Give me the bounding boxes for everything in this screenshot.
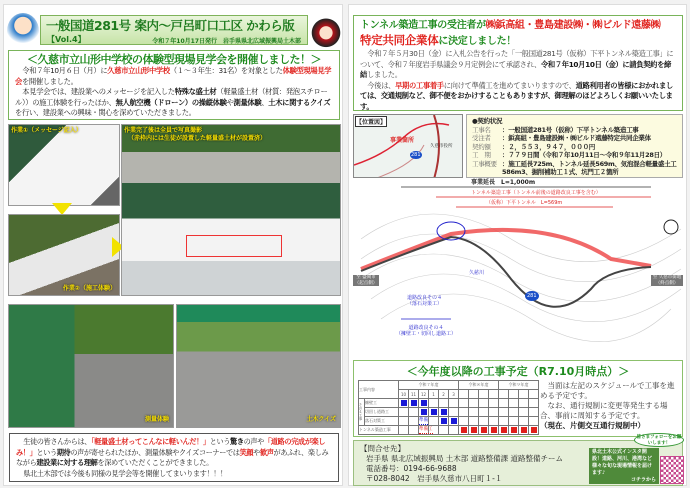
col-header: 工事内容	[359, 381, 399, 399]
month-header	[469, 390, 479, 399]
month-header: 1	[429, 390, 439, 399]
group-label: その４工事	[359, 399, 365, 426]
instagram-promo[interactable]: 県北土木公式インスタ開設！道路、河川、港湾など様々な旬な現場情報を届けます♪ コチラから	[589, 448, 659, 484]
paragraph-1: 令和７年10月６日（月）に久慈市立山形中学校（１～３年生：31名）を対象とした体験型現場見学会を開催しました。	[15, 66, 332, 86]
schedule-mark	[511, 427, 517, 433]
schedule-cell	[459, 426, 469, 435]
schedule-mark	[471, 427, 477, 433]
schedule-cell	[399, 399, 409, 408]
contract-key: 工事名	[472, 125, 491, 134]
map-city-label: 久慈市役所	[430, 144, 453, 149]
schedule-cell	[399, 426, 409, 435]
schedule-cell	[459, 417, 469, 426]
schedule-heading: ＜今年度以降の工事予定（R7.10月時点）＞	[406, 365, 630, 378]
contract-row	[472, 126, 677, 135]
tunnel-label: （仮称）下平トンネル L=569m	[486, 200, 563, 206]
contract-row	[472, 151, 677, 160]
contract-row	[472, 160, 677, 177]
schedule-cell	[499, 399, 509, 408]
right-page	[348, 4, 687, 486]
month-header: 10	[399, 390, 409, 399]
schedule-table	[358, 380, 539, 435]
schedule-cell	[439, 417, 449, 426]
field-trip-section	[8, 50, 340, 120]
schedule-cell	[479, 408, 489, 417]
schedule-cell	[419, 399, 429, 408]
contract-heading: ●契約状況	[472, 117, 503, 125]
month-header	[509, 390, 519, 399]
schedule-cell	[439, 408, 449, 417]
closing-text: 生徒の皆さんからは、「軽量盛土材ってこんなに軽いんだ！」という驚きの声や「道路の完成が楽しみ！」という期待の声が寄せられたほか、測量体験やクイズコーナーでは笑顔や歓声があふれ、楽しみながら建設業に対する理解を深めていただくことができました。 県北土木部では今後も同様の見学会等を開催してまいります！！！	[9, 433, 339, 482]
schedule-cell	[479, 417, 489, 426]
schedule-text: 当面は左記のスケジュールで工事を進める予定です。 なお、通行規制に変更等発生する場合、事前に周知する予定です。 （現在、片側交互通行規制中）	[540, 381, 675, 430]
improvement-label-2: 道路改良その４ （擁壁工・切回し道路工）	[396, 325, 457, 337]
contract-key: 工事概要	[472, 159, 497, 168]
schedule-cell	[529, 399, 539, 408]
schedule-mark	[441, 409, 447, 415]
schedule-cell	[429, 417, 439, 426]
schedule-cell	[529, 417, 539, 426]
month-header: 2	[439, 390, 449, 399]
schedule-cell	[429, 408, 439, 417]
project-length-label: 事業延長 L=1,000m	[471, 179, 536, 186]
task-label: 切回し道路工	[365, 408, 399, 417]
schedule-cell	[439, 399, 449, 408]
route-badge: 281	[527, 293, 537, 299]
year-header: 令和８年度	[459, 381, 499, 390]
contract-key: 契約額	[472, 142, 491, 151]
schedule-mark	[401, 400, 407, 406]
schedule-cell	[509, 399, 519, 408]
volume-label: 【Vol.4】	[47, 35, 86, 44]
contract-row	[472, 143, 677, 152]
year-header: 令和７年度	[399, 381, 459, 390]
schedule-cell	[459, 399, 469, 408]
end-label: 至 久慈市街地（終点側）	[652, 275, 682, 286]
month-header: 11	[409, 390, 419, 399]
schedule-cell	[489, 417, 499, 426]
schedule-mark	[481, 427, 487, 433]
schedule-cell	[409, 426, 419, 435]
contract-info	[466, 114, 683, 178]
month-header	[499, 390, 509, 399]
contract-value: ：７７９日間（令和７年10月11日～令和９年11月28日）	[502, 151, 666, 159]
schedule-cell	[509, 417, 519, 426]
announcement-heading: トンネル築造工事の受注者が㈱鋲高組・豊島建設㈱・㈱ビルド遠藤㈱ 特定共同企業体に決定しました！	[360, 20, 661, 47]
schedule-cell	[429, 399, 439, 408]
left-page	[3, 4, 343, 486]
schedule-mark	[451, 418, 457, 424]
month-header	[479, 390, 489, 399]
contract-value: ：施工延長725m、トンネル延長569m、気泡混合軽量盛土工586m3、掘削補助工１式、坑門工２箇所	[502, 159, 677, 176]
contract-value: ：一般国道281号（仮称）下平トンネル築造工事	[502, 125, 639, 134]
schedule-cell	[409, 417, 419, 426]
schedule-cell	[509, 408, 519, 417]
follow-bubble: 皆さまフォローをお願いします！	[634, 433, 684, 447]
schedule-cell	[489, 399, 499, 408]
schedule-cell	[509, 426, 519, 435]
schedule-cell	[409, 408, 419, 417]
section-heading: ＜久慈市立山形中学校の体験型現場見学会を開催しました！＞	[27, 53, 321, 66]
contract-key: 受注者	[472, 134, 491, 142]
month-header	[459, 390, 469, 399]
schedule-cell	[489, 426, 499, 435]
schedule-cell	[419, 408, 429, 417]
schedule-cell	[419, 417, 429, 426]
contract-key: 工 期	[472, 151, 491, 159]
schedule-row	[359, 426, 539, 435]
schedule-mark	[521, 427, 527, 433]
improvement-label-1: 道路改良その４ （落石対策工）	[407, 295, 443, 307]
schedule-mark	[531, 427, 537, 433]
contract-value: ：２，５５３，９４７，０００円	[502, 142, 596, 151]
schedule-mark	[491, 427, 497, 433]
contract-announcement: トンネル築造工事の受注者が㈱鋲高組・豊島建設㈱・㈱ビルド遠藤㈱ 特定共同企業体に決定しました！ 令和７年５月30日（金）に入札公告を行った「一般国道281号（仮称）下平トンネル築造工事」について、令和７年度岩手県議会９月定例会にて承認され、令和７年10月10日（金）に請負契約を締結しました。 今後は、早期の工事着手に向けて準備工を進めてまいりますので、道路利用者の皆様におかれましては、交通規制など、御不便をおかけすることもありますが、御理解のほどよろしくお願いいたします。	[353, 15, 683, 111]
mascot-right-image	[310, 13, 342, 49]
schedule-mark	[421, 400, 427, 406]
photo-group: 作業完了後は全員で写真撮影 （赤枠内には生徒が設置した軽量盛土材が設置済）	[121, 124, 341, 296]
contract-value: ：鋲高組・豊島建設㈱・㈱ビルド遠藤特定共同企業体	[502, 134, 651, 142]
schedule-cell	[399, 417, 409, 426]
schedule-cell	[459, 408, 469, 417]
schedule-cell	[479, 426, 489, 435]
schedule-cell	[399, 408, 409, 417]
river-label: 久慈川	[469, 270, 485, 276]
schedule-mark	[431, 409, 437, 415]
schedule-mark	[461, 427, 467, 433]
month-header	[519, 390, 529, 399]
contact-phone: 電話番号：0194-66-9688	[366, 464, 457, 473]
schedule-cell	[519, 417, 529, 426]
schedule-cell	[449, 417, 459, 426]
task-label: 擁壁工	[365, 399, 399, 408]
schedule-note: 準備工	[419, 427, 433, 432]
map-label: 【位置図】	[355, 116, 387, 127]
task-label: トンネル築造工事	[359, 426, 399, 435]
schedule-mark	[441, 418, 447, 424]
schedule-cell	[449, 426, 459, 435]
schedule-cell	[519, 426, 529, 435]
schedule-note: 準備	[419, 418, 428, 423]
schedule-cell	[489, 408, 499, 417]
month-header	[489, 390, 499, 399]
schedule-cell	[529, 408, 539, 417]
schedule-row	[359, 417, 539, 426]
schedule-mark	[411, 400, 417, 406]
schedule-cell	[469, 408, 479, 417]
schedule-cell	[449, 408, 459, 417]
map-site-label: 事業箇所	[390, 137, 415, 144]
red-frame	[186, 235, 282, 257]
location-map	[353, 114, 463, 178]
month-header	[529, 390, 539, 399]
schedule-cell	[469, 399, 479, 408]
schedule-section	[353, 360, 683, 437]
qr-code-icon[interactable]	[660, 456, 684, 484]
photo-surveying: 測量体験	[8, 304, 174, 428]
schedule-cell	[519, 399, 529, 408]
schedule-cell	[449, 399, 459, 408]
schedule-cell	[469, 417, 479, 426]
schedule-row	[359, 408, 539, 417]
photo-message-writing: 作業①（メッセージ記入）	[8, 124, 120, 206]
mascot-left-image	[7, 13, 39, 49]
newsletter-banner	[40, 15, 308, 45]
schedule-cell	[499, 417, 509, 426]
schedule-mark	[421, 409, 427, 415]
paragraph-2: 本見学会では、建設業へのメッセージを記入した特殊な盛土材（軽量盛土材（材質：発泡スチロール））の施工体験を行ったほか、無人航空機（ドローン）の操縦体験や測量体験、土木に関するクイズを行い、建設業への興味・関心を深めていただきました。	[15, 87, 331, 117]
schedule-mark	[501, 427, 507, 433]
schedule-cell	[519, 408, 529, 417]
contact-address: 〒028-8042 岩手県久慈市八日町１-１	[366, 474, 503, 483]
year-header: 令和９年度	[499, 381, 539, 390]
task-label: 落石対策工	[365, 417, 399, 426]
month-header: 12	[419, 390, 429, 399]
map-route-badge: 281	[411, 152, 421, 158]
contact-org: 岩手県 県北広域振興局 土木部 道路整備課 道路整備チーム	[366, 454, 564, 463]
newsletter-title: 一般国道281号 案内～戸呂町口工区 かわら版	[46, 18, 295, 33]
schedule-cell	[479, 399, 489, 408]
contact-heading: 【問合せ先】	[360, 444, 405, 453]
contract-row	[472, 134, 677, 143]
schedule-cell	[419, 426, 433, 435]
schedule-cell	[499, 408, 509, 417]
schedule-cell	[529, 426, 539, 435]
photo-construction: 作業②（施工体験）	[8, 214, 120, 296]
schedule-row	[359, 399, 539, 408]
schedule-cell	[469, 426, 479, 435]
photo-quiz: 土木クイズ	[176, 304, 341, 428]
month-header: 3	[449, 390, 459, 399]
schedule-cell	[499, 426, 509, 435]
start-label: 至 盛岡市（起点側）	[354, 275, 378, 286]
route-diagram	[351, 179, 685, 359]
schedule-cell	[429, 426, 439, 435]
schedule-cell	[409, 399, 419, 408]
schedule-cell	[439, 426, 449, 435]
issue-date: 令和７年10月17日発行 岩手県県北広域振興局土木部	[152, 38, 301, 45]
tunnel-work-label: トンネル築造工事（トンネル前後の道路改良工事を含む）	[471, 190, 601, 196]
